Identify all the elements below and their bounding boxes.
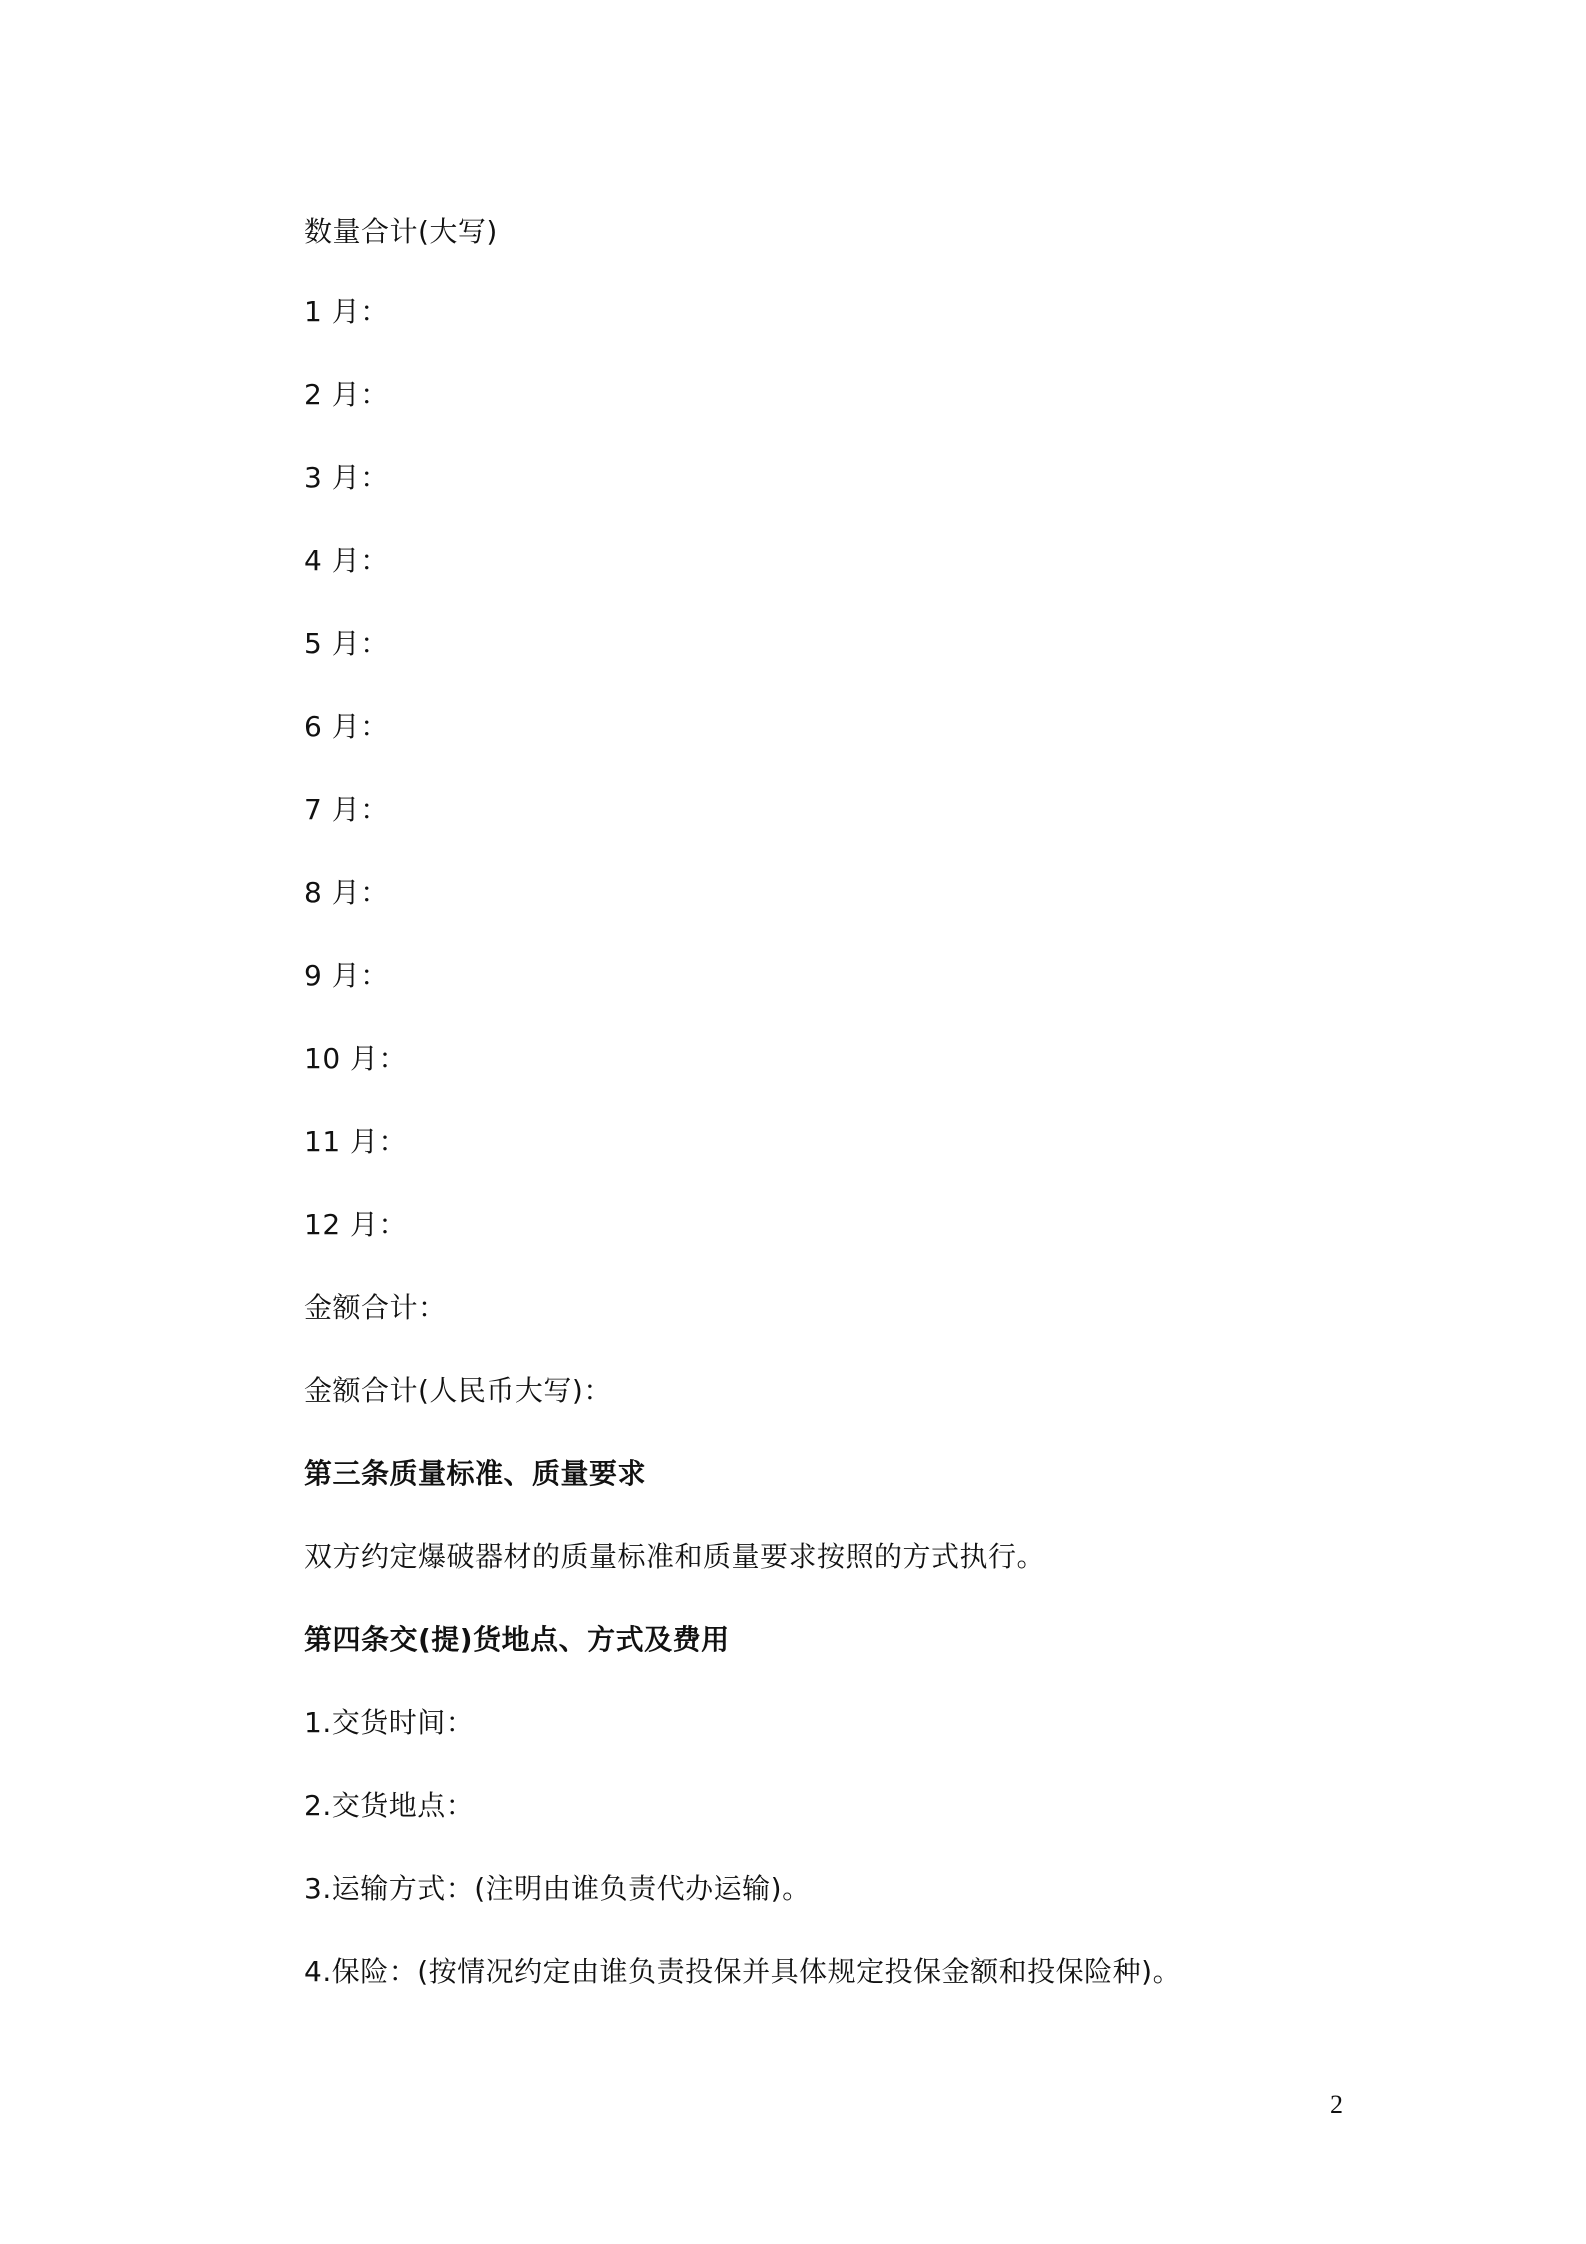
month-3-line: 3 月：: [304, 461, 389, 494]
month-12-line: 12 月：: [304, 1208, 408, 1241]
month-9-line: 9 月：: [304, 959, 389, 992]
amount-total-line: 金额合计：: [304, 1291, 447, 1324]
amount-total-rmb-uppercase-line: 金额合计(人民币大写)：: [304, 1374, 612, 1407]
month-10-line: 10 月：: [304, 1042, 408, 1075]
month-4-line: 4 月：: [304, 544, 389, 577]
month-6-line: 6 月：: [304, 710, 389, 743]
article-3-paragraph: 双方约定爆破器材的质量标准和质量要求按照的方式执行。: [304, 1540, 1046, 1573]
delivery-location-line: 2.交货地点：: [304, 1789, 475, 1822]
transport-method-line: 3.运输方式：(注明由谁负责代办运输)。: [304, 1872, 811, 1905]
month-8-line: 8 月：: [304, 876, 389, 909]
month-2-line: 2 月：: [304, 378, 389, 411]
article-3-heading: 第三条质量标准、质量要求: [304, 1457, 647, 1490]
quantity-total-uppercase: 数量合计(大写): [304, 215, 498, 248]
delivery-time-line: 1.交货时间：: [304, 1706, 475, 1739]
month-5-line: 5 月：: [304, 627, 389, 660]
page-number: 2: [1330, 2090, 1343, 2119]
month-1-line: 1 月：: [304, 295, 389, 328]
insurance-line: 4.保险：(按情况约定由谁负责投保并具体规定投保金额和投保险种)。: [304, 1955, 1182, 1988]
month-7-line: 7 月：: [304, 793, 389, 826]
article-4-heading: 第四条交(提)货地点、方式及费用: [304, 1623, 730, 1656]
month-11-line: 11 月：: [304, 1125, 408, 1158]
